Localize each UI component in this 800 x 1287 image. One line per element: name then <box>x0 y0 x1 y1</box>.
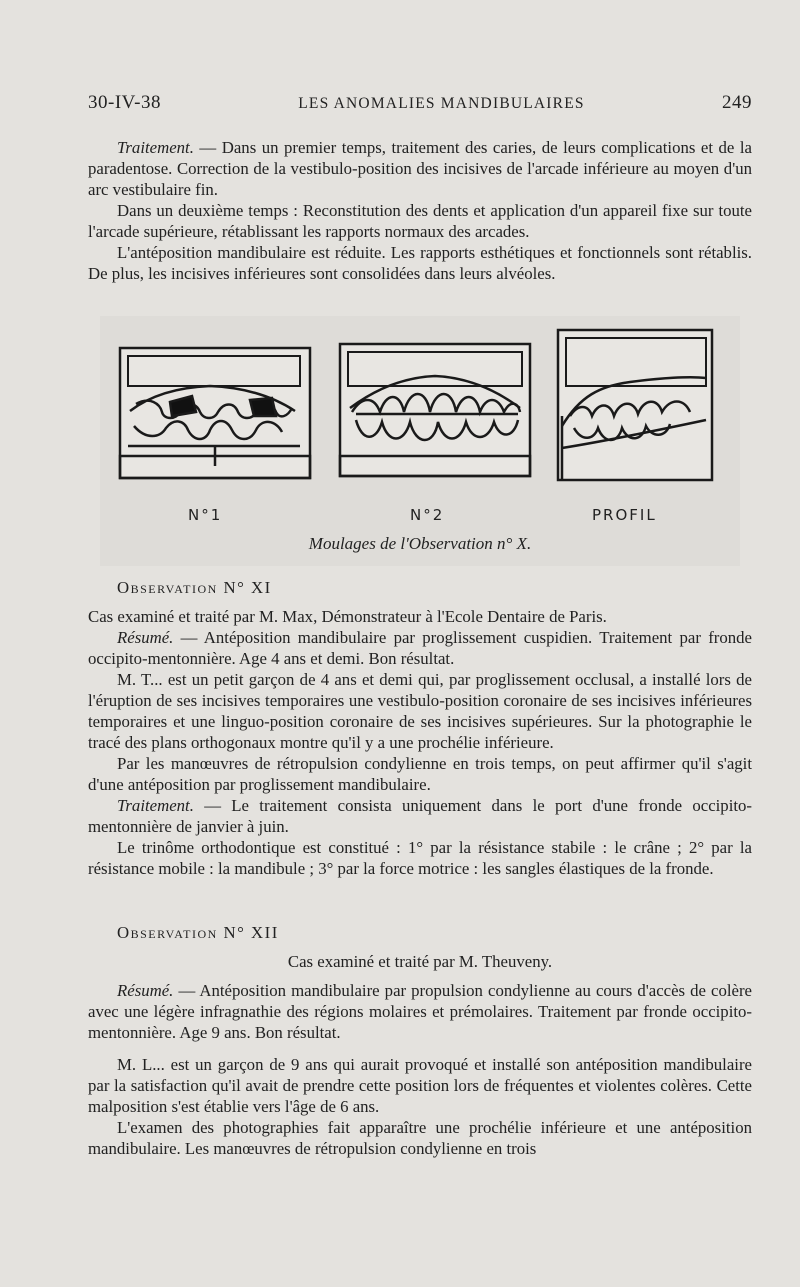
figure-labels <box>88 506 768 530</box>
observation-11-trinome: Le trinôme orthodontique est constitué : 1° par la résistance stabile : le crâne ; 2° par la résistance mobile : la mandibule ; 3° par la force motrice : les sangles élastiques de la fronde. <box>88 838 752 878</box>
treatment-text-2: — Le traitement consista uniquement dans le port d'une fronde occipito-mentonnière de janvier à juin. <box>88 796 752 836</box>
observation-11-treatment <box>88 795 752 837</box>
header-left-ref: 30-IV-38 <box>88 92 161 113</box>
observation-11-summary <box>88 627 752 669</box>
cast-1-frontal <box>120 348 310 478</box>
running-header <box>88 92 752 114</box>
treatment-block <box>88 137 752 284</box>
figure-label-profile: PROFIL <box>592 506 657 524</box>
summary-label-2: Résumé. <box>117 981 174 1000</box>
summary-text: — Antéposition mandibulaire par proglissement cuspidien. Traitement par fronde occipito-mentonnière. Age 4 ans et demi. Bon résultat. <box>88 628 752 668</box>
figure-label-2: N°2 <box>410 506 445 524</box>
cast-2-frontal <box>340 344 530 476</box>
running-title: LES ANOMALIES MANDIBULAIRES <box>298 95 585 112</box>
treatment-label: Traitement. <box>117 138 194 157</box>
observation-11 <box>88 577 752 879</box>
treatment-label-2: Traitement. <box>117 796 194 815</box>
second-stage-paragraph: Dans un deuxième temps : Reconstitution des dents et application d'un appareil fixe sur toute l'arcade supérieure, rétablissant les rapports normaux des arcades. <box>88 201 752 241</box>
treatment-text: — Dans un premier temps, traitement des caries, de leurs complications et de la paradentose. Correction de la vestibulo-position des incisives de l'arcade inférieure au moyen d'un arc vestibulaire fin. <box>88 138 752 199</box>
figure-caption: Moulages de l'Observation n° X. <box>308 534 532 553</box>
observation-12-heading: Observation N° XII <box>117 923 279 942</box>
result-paragraph: L'antéposition mandibulaire est réduite. Les rapports esthétiques et fonctionnels sont rétablis. De plus, les incisives inférieures sont consolidées dans leurs alvéoles. <box>88 243 752 283</box>
observation-11-case: M. T... est un petit garçon de 4 ans et demi qui, par proglissement occlusal, a installé lors de l'éruption de ses incisives temporaires une vestibulo-position coronaire de ses incisives inférieures temporaires et une linguo-position coronaire de ses incisives supérieures. Sur la photographie le tracé des plans orthogonaux montre qu'il y a une prochélie inférieure. <box>88 670 752 752</box>
treatment-paragraph <box>88 137 752 200</box>
observation-12-case: M. L... est un garçon de 9 ans qui aurait provoqué et installé son antéposition mandibulaire par la satisfaction qu'il avait de prendre cette position lors de fréquentes et violentes colères. Cette malposition s'est établie vers l'âge de 6 ans. <box>88 1055 752 1116</box>
observation-11-maneuvers: Par les manœuvres de rétropulsion condylienne en trois temps, on peut affirmer qu'il s'agit d'une antéposition par proglissement mandibulaire. <box>88 754 752 794</box>
figure-label-1: N°1 <box>188 506 223 524</box>
page-number: 249 <box>722 92 752 113</box>
summary-label: Résumé. <box>117 628 174 647</box>
summary-text-2: — Antéposition mandibulaire par propulsion condylienne au cours d'accès de colère avec une légère infragnathie des régions molaires et prémolaires. Traitement par fronde occipito-mentonnière. Age 9 ans. Bon résultat. <box>88 981 752 1042</box>
observation-12 <box>88 922 752 1159</box>
observation-12-exam: L'examen des photographies fait apparaître une prochélie inférieure et une antéposition mandibulaire. Les manœuvres de rétropulsion condylienne en trois <box>88 1118 752 1158</box>
observation-11-heading: Observation N° XI <box>117 578 272 597</box>
observation-12-summary <box>88 980 752 1043</box>
observation-12-examiner: Cas examiné et traité par M. Theuveny. <box>287 952 553 971</box>
observation-11-examiner: Cas examiné et traité par M. Max, Démonstrateur à l'Ecole Dentaire de Paris. <box>88 607 607 626</box>
cast-profile <box>558 330 712 480</box>
